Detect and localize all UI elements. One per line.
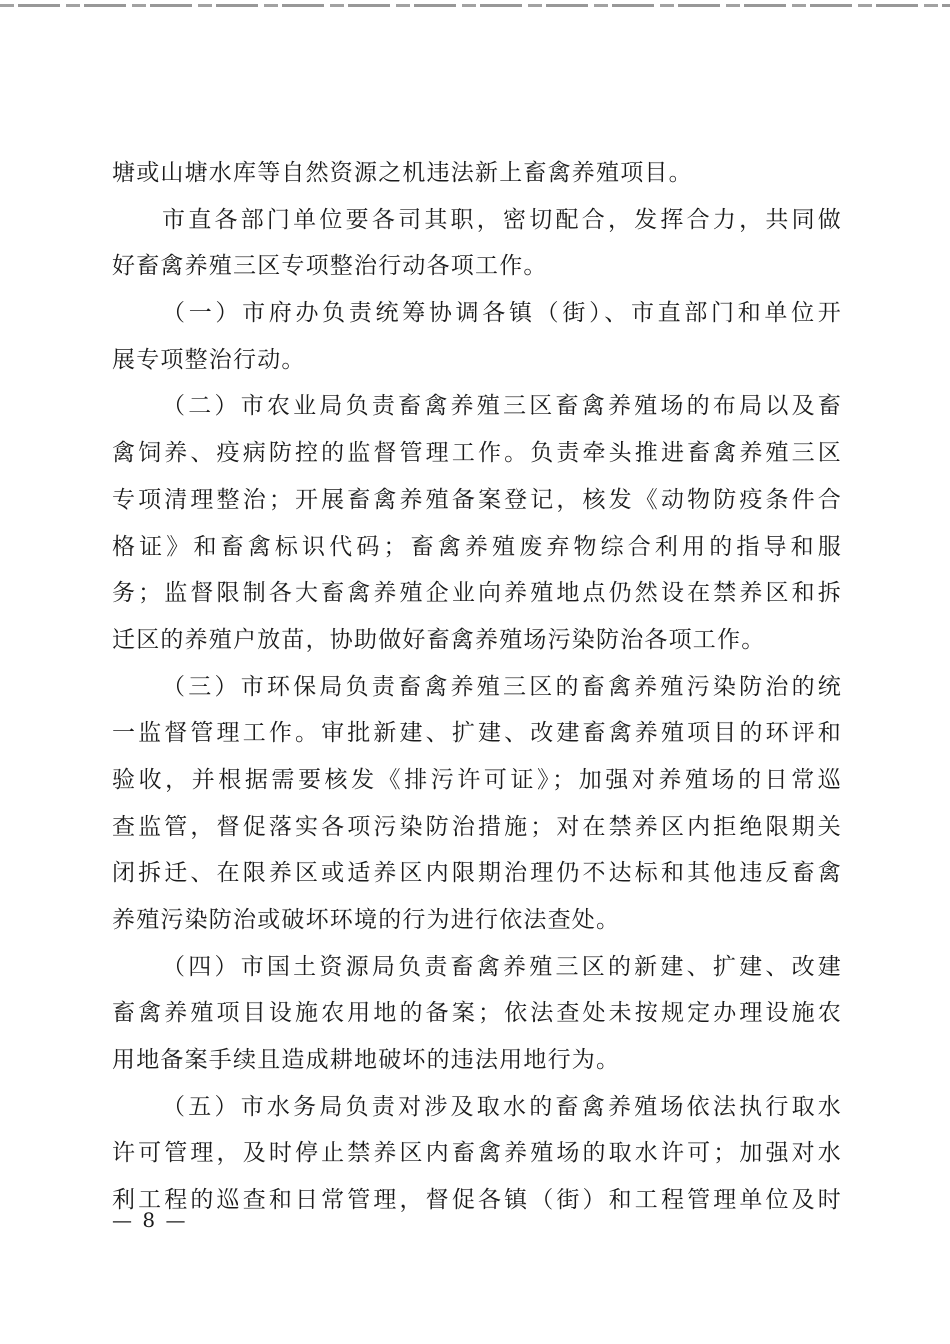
text-line: 用地备案手续且造成耕地破坏的违法用地行为。 [112,1047,621,1074]
text-line: 闭拆迁、在限养区或适养区内限期治理仍不达标和其他违反畜禽 [112,860,842,887]
scan-top-rule [0,4,950,7]
text-line: 查监管，督促落实各项污染防治措施；对在禁养区内拒绝限期关 [112,813,842,840]
document-page [112,150,842,1224]
paragraph-start-line: （一）市府办负责统筹协调各镇（街）、市直部门和单位开 [162,300,842,327]
paragraph-start-line: （四）市国土资源局负责畜禽养殖三区的新建、扩建、改建 [162,953,842,980]
paragraph-start-line: （三）市环保局负责畜禽养殖三区的畜禽养殖污染防治的统 [162,673,842,700]
text-line: 一监督管理工作。审批新建、扩建、改建畜禽养殖项目的环评和 [112,720,842,747]
paragraph-start-line: （二）市农业局负责畜禽养殖三区畜禽养殖场的布局以及畜 [162,393,842,420]
text-line: 展专项整治行动。 [112,346,306,373]
text-line: 利工程的巡查和日常管理，督促各镇（街）和工程管理单位及时 [112,1187,842,1214]
text-line: 养殖污染防治或破坏环境的行为进行依法查处。 [112,907,621,933]
paragraph-start-line: （五）市水务局负责对涉及取水的畜禽养殖场依法执行取水 [162,1093,842,1120]
text-line: 禽饲养、疫病防控的监督管理工作。负责牵头推进畜禽养殖三区 [112,440,842,467]
text-line: 务；监督限制各大畜禽养殖企业向养殖地点仍然设在禁养区和拆 [112,580,842,607]
text-line: 塘或山塘水库等自然资源之机违法新上畜禽养殖项目。 [112,160,693,186]
paragraph-start-line: 市直各部门单位要各司其职，密切配合，发挥合力，共同做 [162,206,842,233]
text-line: 许可管理，及时停止禁养区内畜禽养殖场的取水许可；加强对水 [112,1140,842,1167]
text-line: 迁区的养殖户放苗，协助做好畜禽养殖场污染防治各项工作。 [112,626,766,653]
text-line: 畜禽养殖项目设施农用地的备案；依法查处未按规定办理设施农 [112,1000,842,1027]
page-number: — 8 — [112,1208,188,1232]
text-line: 专项清理整治；开展畜禽养殖备案登记，核发《动物防疫条件合 [112,486,842,513]
text-line: 好畜禽养殖三区专项整治行动各项工作。 [112,253,548,280]
text-line: 格证》和畜禽标识代码；畜禽养殖废弃物综合利用的指导和服 [112,533,842,560]
text-line: 验收，并根据需要核发《排污许可证》；加强对养殖场的日常巡 [112,766,842,793]
